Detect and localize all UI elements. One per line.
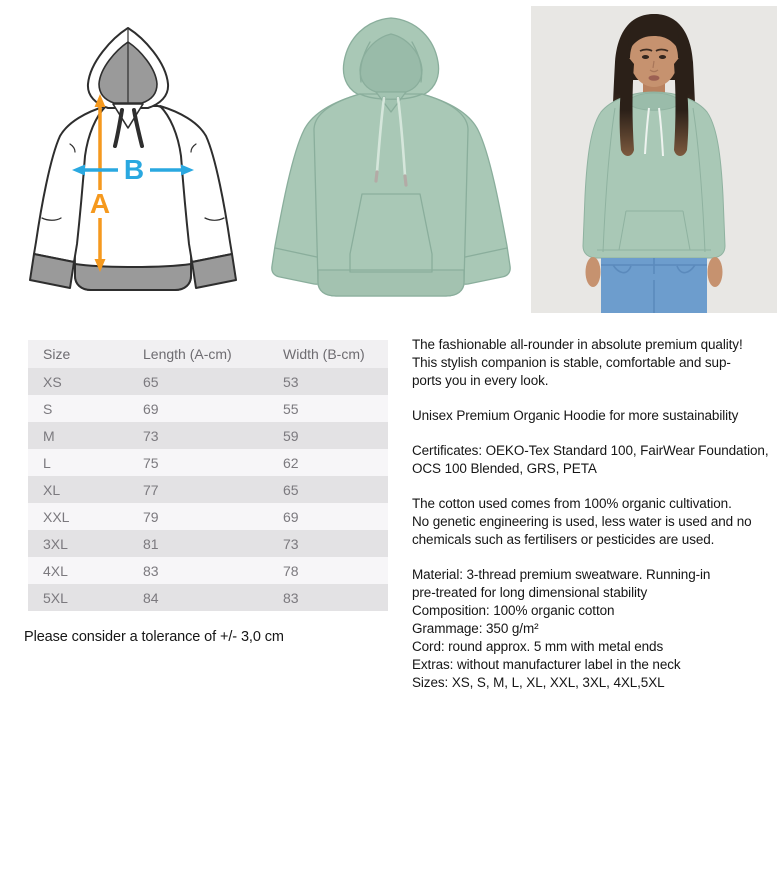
description-paragraph — [412, 336, 774, 390]
hoodie-hem-band — [75, 264, 191, 290]
description-line: This stylish companion is stable, comfortable and sup- — [412, 355, 731, 370]
size-table-cell: 3XL — [43, 535, 68, 552]
size-table-cell: 59 — [283, 427, 299, 444]
size-table-cell: 5XL — [43, 589, 68, 606]
description-paragraph — [412, 442, 774, 478]
size-table-cell: 77 — [143, 481, 159, 498]
size-table-cell: 73 — [143, 427, 159, 444]
description-paragraph — [412, 407, 774, 425]
description-line: Extras: without manufacturer label in the neck — [412, 657, 681, 672]
size-table-cell: 53 — [283, 373, 299, 390]
size-table-row — [28, 557, 388, 584]
size-table-header-row — [28, 340, 388, 368]
model-wearing-hoodie — [531, 6, 777, 313]
size-table-cell: 69 — [143, 400, 159, 417]
size-table-cell: XXL — [43, 508, 70, 525]
size-table-header-cell: Size — [43, 346, 71, 362]
description-line: Unisex Premium Organic Hoodie for more sustainability — [412, 408, 739, 423]
measurement-diagram-image — [28, 22, 240, 294]
size-table-row — [28, 503, 388, 530]
width-label-b: B — [123, 154, 145, 185]
size-table-row — [28, 584, 388, 611]
flat-body — [314, 94, 468, 296]
length-label-a: A — [89, 188, 111, 219]
size-table-cell: 62 — [283, 454, 299, 471]
model-hand-right — [708, 257, 723, 287]
model-eye-left — [642, 55, 649, 59]
size-table-cell: XS — [43, 373, 62, 390]
size-table-cell: 79 — [143, 508, 159, 525]
size-table-row — [28, 530, 388, 557]
size-table-cell: 55 — [283, 400, 299, 417]
aglet-left — [376, 172, 377, 181]
model-eye-right — [659, 55, 666, 59]
description-line: chemicals such as fertilisers or pesticides are used. — [412, 532, 715, 547]
description-line: Cord: round approx. 5 mm with metal ends — [412, 639, 664, 654]
size-table-cell: 83 — [283, 589, 299, 606]
size-table-cell: M — [43, 427, 55, 444]
size-table-cell: 73 — [283, 535, 299, 552]
size-table-row — [28, 395, 388, 422]
description-paragraph — [412, 495, 774, 549]
size-table-row — [28, 449, 388, 476]
size-table-cell: 69 — [283, 508, 299, 525]
size-table-cell: XL — [43, 481, 61, 498]
description-line: ports you in every look. — [412, 373, 549, 388]
size-table-row — [28, 476, 388, 503]
size-table-cell: L — [43, 454, 51, 471]
size-table-header-cell: Length (A-cm) — [143, 346, 232, 362]
description-line: Composition: 100% organic cotton — [412, 603, 615, 618]
aglet-right — [405, 176, 406, 185]
size-table — [28, 340, 388, 611]
description-line: pre-treated for long dimensional stability — [412, 585, 648, 600]
description-line: The cotton used comes from 100% organic cultivation. — [412, 496, 732, 511]
model-hand-left — [586, 257, 601, 287]
description-line: The fashionable all-rounder in absolute premium quality! — [412, 337, 743, 352]
size-table-row — [28, 422, 388, 449]
size-table-cell: 81 — [143, 535, 159, 552]
size-table-cell: 83 — [143, 562, 159, 579]
description-line: Sizes: XS, S, M, L, XL, XXL, 3XL, 4XL,5XL — [412, 675, 665, 690]
size-table-cell: S — [43, 400, 53, 417]
size-table-cell: 78 — [283, 562, 299, 579]
description-line: Grammage: 350 g/m² — [412, 621, 539, 636]
product-description — [412, 336, 774, 692]
description-line: No genetic engineering is used, less water is used and no — [412, 514, 752, 529]
description-line: Certificates: OEKO-Tex Standard 100, FairWear Foundation, — [412, 443, 769, 458]
model-lips — [649, 75, 660, 81]
size-table-cell: 65 — [143, 373, 159, 390]
description-paragraph — [412, 566, 774, 692]
description-line: Material: 3-thread premium sweatware. Running-in — [412, 567, 711, 582]
tolerance-note: Please consider a tolerance of +/- 3,0 cm — [24, 629, 284, 645]
size-table-cell: 84 — [143, 589, 159, 606]
size-table-cell: 75 — [143, 454, 159, 471]
size-table-header-cell: Width (B-cm) — [283, 346, 365, 362]
size-table-cell: 4XL — [43, 562, 68, 579]
sage-hoodie-flat — [262, 12, 520, 302]
model-photo — [531, 6, 777, 313]
size-table-cell: 65 — [283, 481, 299, 498]
model-hood-collar — [628, 93, 680, 110]
product-photo-flat — [262, 12, 520, 302]
hoodie-line-drawing — [28, 22, 240, 294]
flat-hem-band — [318, 270, 464, 296]
description-line: OCS 100 Blended, GRS, PETA — [412, 461, 597, 476]
size-table-row — [28, 368, 388, 395]
